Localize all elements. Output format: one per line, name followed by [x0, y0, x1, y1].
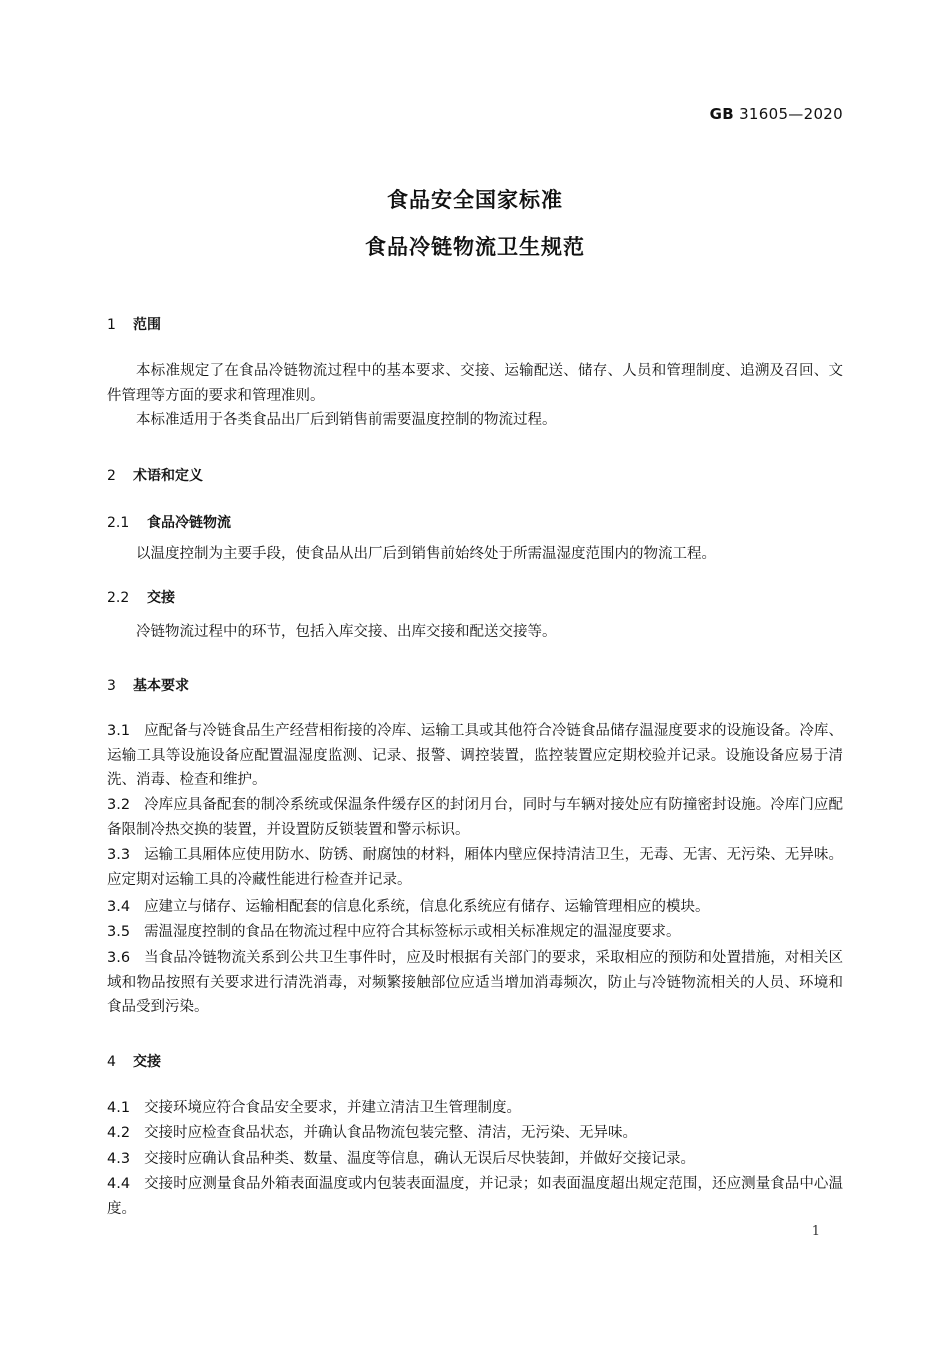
document-title-sub: 食品冷链物流卫生规范 [365, 235, 585, 259]
clause-text: 交接环境应符合食品安全要求，并建立清洁卫生管理制度。 [144, 1100, 522, 1116]
clause-2-2-heading [107, 587, 175, 607]
clause-text: 交接时应确认食品种类、数量、温度等信息，确认无误后尽快装卸，并做好交接记录。 [144, 1151, 696, 1167]
page-number: 1 [811, 1224, 820, 1239]
clause-number: 4.4 [107, 1176, 131, 1192]
section-title: 术语和定义 [133, 468, 203, 484]
section-number: 4 [107, 1054, 116, 1070]
clause-4-3 [107, 1147, 843, 1172]
clause-number: 3.6 [107, 950, 131, 966]
section-number: 1 [107, 317, 116, 333]
clause-3-4 [107, 895, 843, 920]
clause-text: 需温湿度控制的食品在物流过程中应符合其标签标示或相关标准规定的温湿度要求。 [144, 924, 681, 940]
clause-number: 2.1 [107, 515, 130, 531]
section-1-paragraph-1: 本标准规定了在食品冷链物流过程中的基本要求、交接、运输配送、储存、人员和管理制度、追溯及召回、文件管理等方面的要求和管理准则。 [107, 363, 843, 404]
clause-number: 2.2 [107, 590, 130, 606]
clause-4-1 [107, 1096, 843, 1121]
standard-number: 31605—2020 [739, 105, 843, 123]
clause-number: 3.3 [107, 847, 131, 863]
clause-2-1-heading [107, 512, 231, 532]
clause-number: 3.4 [107, 899, 131, 915]
clause-text: 冷库应具备配套的制冷系统或保温条件缓存区的封闭月台，同时与车辆对接处应有防撞密封设施。冷库门应配备限制冷热交换的装置，并设置防反锁装置和警示标识。 [107, 797, 843, 838]
section-1-paragraph-2: 本标准适用于各类食品出厂后到销售前需要温度控制的物流过程。 [136, 412, 557, 428]
clause-3-1 [107, 719, 843, 793]
clause-3-3 [107, 843, 843, 892]
clause-number: 3.5 [107, 924, 131, 940]
section-1-heading [107, 314, 161, 334]
standard-prefix: GB [709, 105, 735, 123]
clause-number: 4.1 [107, 1100, 131, 1116]
clause-title: 交接 [147, 590, 175, 606]
section-number: 3 [107, 678, 116, 694]
clause-4-4 [107, 1172, 843, 1221]
clause-3-5 [107, 920, 843, 945]
document-title-main: 食品安全国家标准 [387, 188, 563, 212]
clause-2-1-definition: 以温度控制为主要手段，使食品从出厂后到销售前始终处于所需温湿度范围内的物流工程。 [136, 546, 716, 562]
section-title: 基本要求 [133, 678, 189, 694]
clause-text: 当食品冷链物流关系到公共卫生事件时，应及时根据有关部门的要求，采取相应的预防和处置措施，对相关区域和物品按照有关要求进行清洗消毒，对频繁接触部位应适当增加消毒频次，防止与冷链物流相关的人员、环境和食品受到污染。 [107, 950, 843, 1015]
section-3-heading [107, 675, 189, 695]
section-title: 交接 [133, 1054, 161, 1070]
clause-number: 4.2 [107, 1125, 131, 1141]
clause-2-2-definition: 冷链物流过程中的环节，包括入库交接、出库交接和配送交接等。 [136, 624, 557, 640]
section-2-heading [107, 465, 203, 485]
clause-text: 交接时应检查食品状态，并确认食品物流包装完整、清洁，无污染、无异味。 [144, 1125, 638, 1141]
clause-number: 3.1 [107, 723, 131, 739]
standard-code [710, 105, 843, 123]
section-number: 2 [107, 468, 116, 484]
clause-text: 应建立与储存、运输相配套的信息化系统，信息化系统应有储存、运输管理相应的模块。 [144, 899, 710, 915]
section-title: 范围 [133, 317, 161, 333]
clause-4-2 [107, 1121, 843, 1146]
clause-title: 食品冷链物流 [147, 515, 231, 531]
clause-3-6 [107, 946, 843, 1020]
clause-text: 交接时应测量食品外箱表面温度或内包装表面温度，并记录；如表面温度超出规定范围，还应测量食品中心温度。 [107, 1176, 843, 1217]
clause-number: 3.2 [107, 797, 131, 813]
section-4-heading [107, 1051, 161, 1071]
clause-3-2 [107, 793, 843, 842]
clause-number: 4.3 [107, 1151, 131, 1167]
clause-text: 运输工具厢体应使用防水、防锈、耐腐蚀的材料，厢体内壁应保持清洁卫生，无毒、无害、无污染、无异味。应定期对运输工具的冷藏性能进行检查并记录。 [107, 847, 843, 888]
clause-text: 应配备与冷链食品生产经营相衔接的冷库、运输工具或其他符合冷链食品储存温湿度要求的设施设备。冷库、运输工具等设施设备应配置温湿度监测、记录、报警、调控装置，监控装置应定期校验并记录。设施设备应易于清洗、消毒、检查和维护。 [107, 723, 843, 788]
